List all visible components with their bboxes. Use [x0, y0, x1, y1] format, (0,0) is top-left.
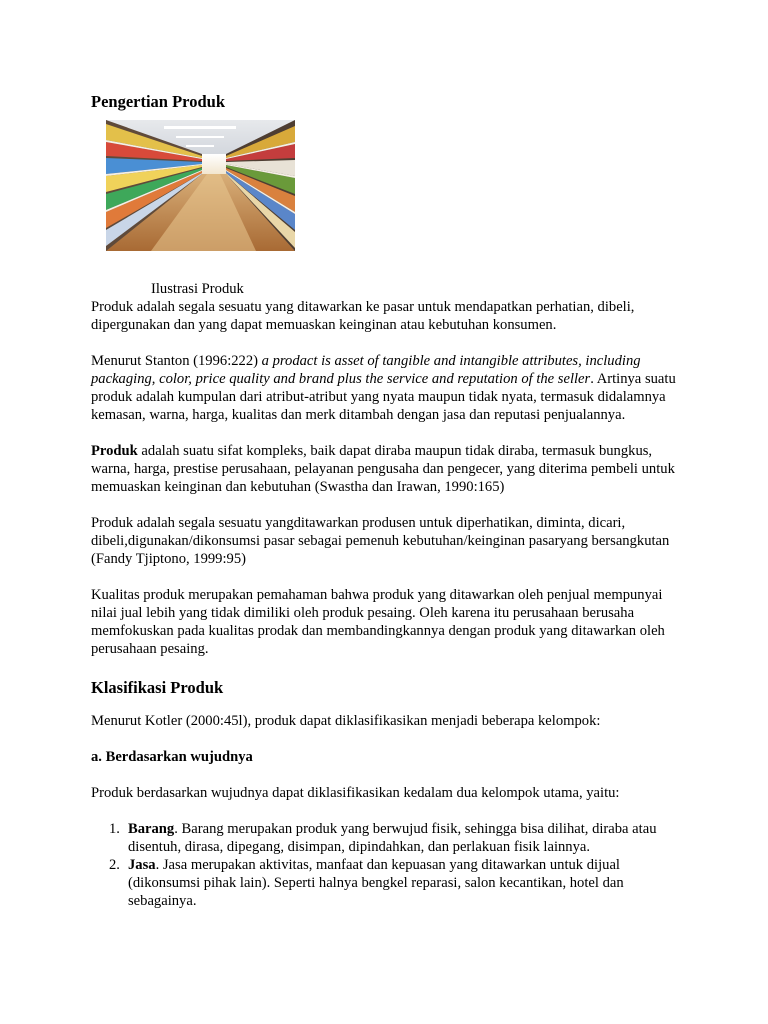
paragraph-quality: Kualitas produk merupakan pemahaman bahwa produk yang ditawarkan oleh penjual mempunyai nilai jual lebih yang tidak dimiliki oleh produk pesaing. Oleh karena itu perusahaan berusaha memfokuskan pada kualitas prodak dan membandingkannya dengan produk yang ditawarkan oleh perusahaan pesaing. — [91, 587, 665, 657]
list-term: Barang — [128, 821, 175, 837]
list-text: . Jasa merupakan aktivitas, manfaat dan kepuasan yang ditawarkan untuk dijual (dikonsumsi pihak lain). Seperti halnya bengkel reparasi, salon kecantikan, hotel dan sebagainya. — [128, 857, 624, 909]
page-title: Pengertian Produk — [91, 92, 225, 111]
figure-caption: Ilustrasi Produk — [151, 281, 244, 297]
paragraph-swastha — [91, 442, 681, 496]
list-term: Jasa — [128, 857, 156, 873]
stanton-quote: a prodact is asset of tangible and intangible attributes, including packaging, color, price quality and brand plus the service and reputation of the seller — [91, 353, 641, 387]
list-number: 2. — [109, 857, 120, 873]
swastha-text: adalah suatu sifat kompleks, baik dapat diraba maupun tidak diraba, termasuk bungkus, warna, harga, prestise perusahaan, pelayanan pengusaha dan pengecer, yang diterima pembeli untuk memuaskan keinginan dan kebutuhan (Swastha dan Irawan, 1990:165) — [91, 443, 675, 495]
stanton-explanation: . Artinya suatu produk adalah kumpulan dari atribut-atribut yang nyata maupun tidak nyata, termasuk didalamnya kemasan, warna, harga, kualitas dan merk ditambah dengan jasa dan reputasi penjualannya. — [91, 371, 676, 423]
produk-term: Produk — [91, 443, 138, 459]
list-item — [91, 856, 681, 910]
section-title: Klasifikasi Produk — [91, 678, 224, 697]
list-number: 1. — [109, 821, 120, 837]
paragraph-tjiptono: Produk adalah segala sesuatu yangditawarkan produsen untuk diperhatikan, diminta, dicari, dibeli,digunakan/dikonsumsi pasar sebagai pemenuh kebutuhan/keinginan pasaryang bersangkutan (Fandy Tjiptono, 1999:95) — [91, 515, 670, 567]
supermarket-aisle-illustration — [106, 120, 295, 251]
document-body — [91, 92, 681, 910]
paragraph-stanton — [91, 352, 681, 424]
list-item — [91, 820, 681, 856]
subheading-wujud: a. Berdasarkan wujudnya — [91, 749, 253, 765]
paragraph-kotler: Menurut Kotler (2000:45l), produk dapat diklasifikasikan menjadi beberapa kelompok: — [91, 713, 601, 729]
list-text: . Barang merupakan produk yang berwujud fisik, sehingga bisa dilihat, diraba atau disentuh, dirasa, dipegang, disimpan, dipindahkan, dan perlakuan fisik lainnya. — [128, 821, 657, 855]
product-figure — [91, 120, 681, 300]
product-kind-list — [91, 820, 681, 910]
paragraph-wujud-intro: Produk berdasarkan wujudnya dapat diklasifikasikan kedalam dua kelompok utama, yaitu: — [91, 785, 620, 801]
paragraph-definition: Produk adalah segala sesuatu yang ditawarkan ke pasar untuk mendapatkan perhatian, dibeli, dipergunakan dan yang dapat memuaskan keinginan atau kebutuhan konsumen. — [91, 299, 635, 333]
stanton-lead: Menurut Stanton (1996:222) — [91, 353, 262, 369]
